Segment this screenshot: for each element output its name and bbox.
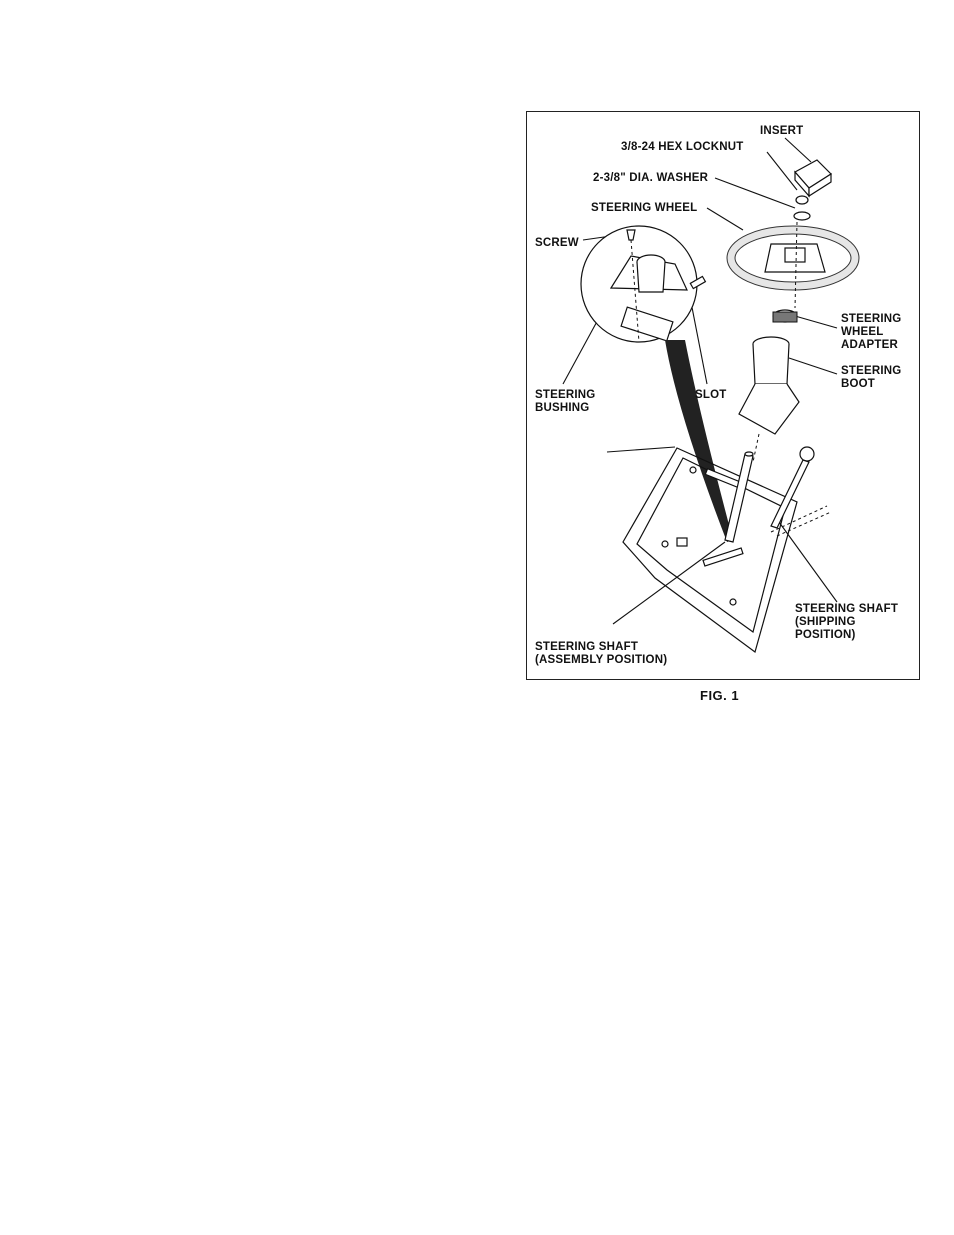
steering-boot-body bbox=[753, 344, 789, 384]
leader-boot bbox=[789, 358, 837, 374]
label-shaft-shipping-2: (SHIPPING bbox=[795, 616, 856, 628]
figure-frame bbox=[526, 111, 920, 680]
lever-knob bbox=[800, 447, 814, 461]
label-shaft-shipping-3: POSITION) bbox=[795, 629, 856, 641]
label-steering-wheel: STEERING WHEEL bbox=[591, 202, 698, 214]
label-slot: SLOT bbox=[695, 389, 727, 401]
label-adapter-1: STEERING bbox=[841, 313, 902, 325]
steering-wheel-center bbox=[785, 248, 805, 262]
label-boot-2: BOOT bbox=[841, 378, 876, 390]
label-hex-locknut: 3/8-24 HEX LOCKNUT bbox=[621, 141, 744, 153]
label-insert: INSERT bbox=[760, 125, 804, 137]
label-shaft-assembly-2: (ASSEMBLY POSITION) bbox=[535, 654, 668, 666]
label-screw: SCREW bbox=[535, 237, 579, 249]
label-adapter-3: ADAPTER bbox=[841, 339, 898, 351]
leader-steering-wheel bbox=[707, 208, 743, 230]
label-bushing-2: BUSHING bbox=[535, 402, 590, 414]
leader-insert bbox=[785, 138, 811, 162]
steering-shaft-assembly-part bbox=[725, 454, 753, 542]
label-bushing-1: STEERING bbox=[535, 389, 596, 401]
steering-boot-base bbox=[739, 384, 799, 434]
label-washer: 2-3/8" DIA. WASHER bbox=[593, 172, 709, 184]
leader-panel bbox=[607, 447, 675, 452]
label-boot-1: STEERING bbox=[841, 365, 902, 377]
figure-caption: FIG. 1 bbox=[700, 688, 740, 703]
screw-part bbox=[627, 230, 635, 240]
label-adapter-2: WHEEL bbox=[841, 326, 884, 338]
leader-washer bbox=[715, 178, 795, 208]
leader-adapter bbox=[795, 316, 837, 328]
leader-shaft-assembly bbox=[613, 542, 725, 624]
leader-locknut bbox=[767, 152, 797, 190]
detail-callout-tail bbox=[665, 340, 733, 542]
washer-part bbox=[794, 212, 810, 220]
steering-assembly-diagram bbox=[527, 112, 921, 681]
label-shaft-assembly-1: STEERING SHAFT bbox=[535, 641, 639, 653]
hex-locknut-part bbox=[796, 196, 808, 204]
lever-rod bbox=[771, 460, 809, 528]
label-shaft-shipping-1: STEERING SHAFT bbox=[795, 603, 899, 615]
